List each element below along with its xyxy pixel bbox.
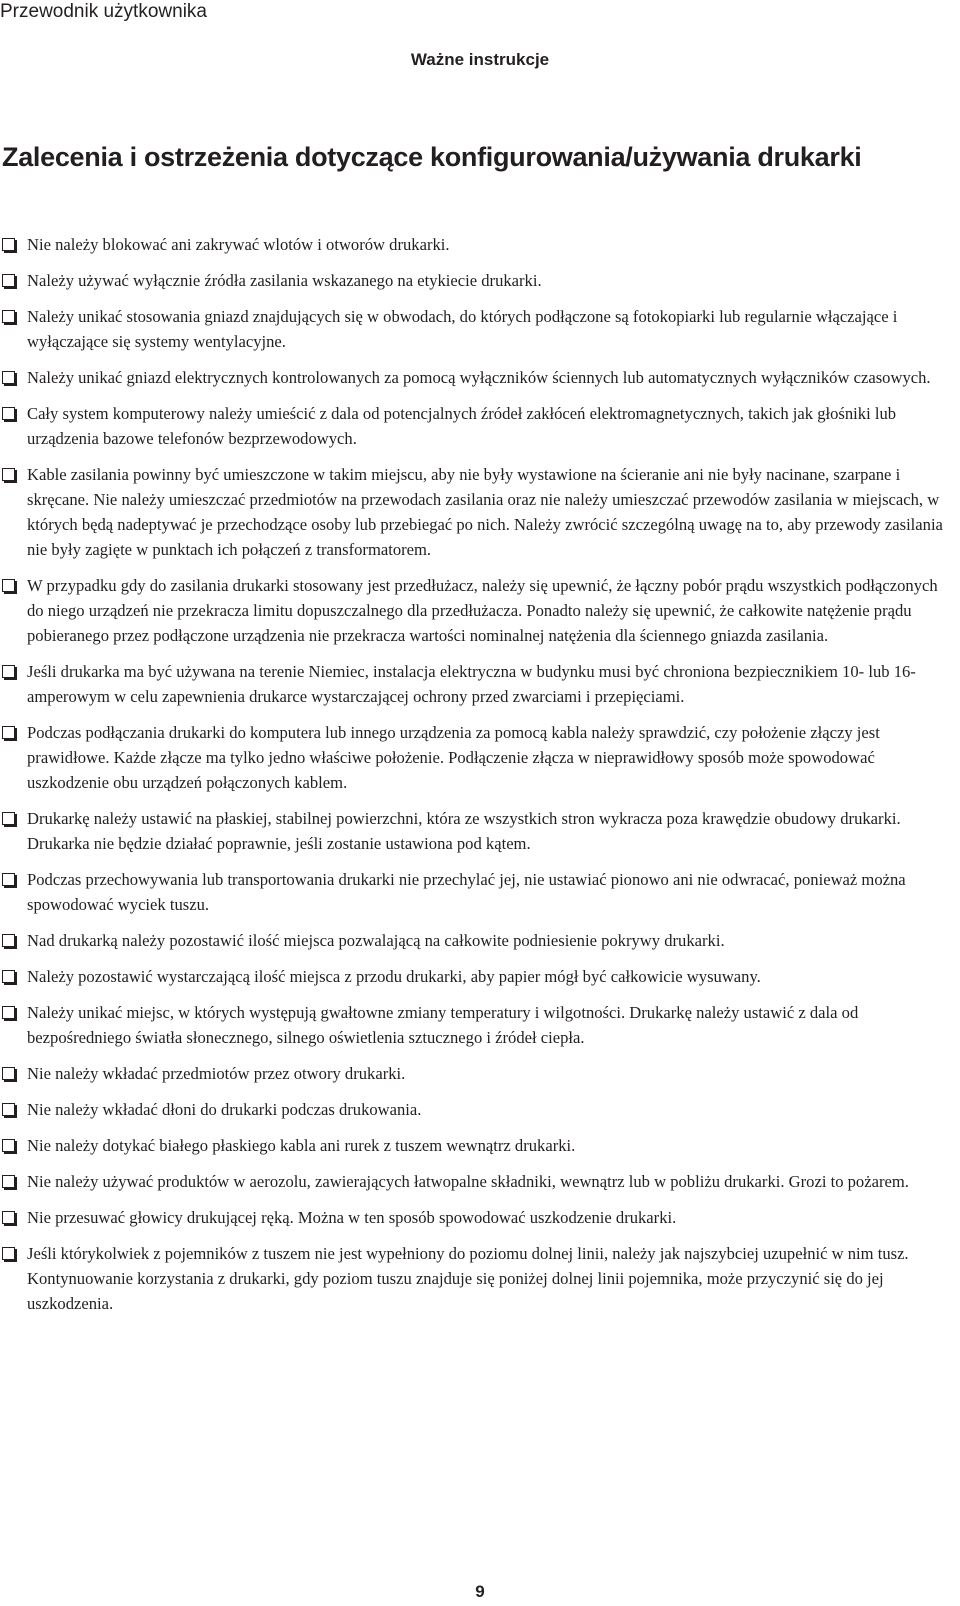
list-item	[0, 268, 960, 293]
page-title: Zalecenia i ostrzeżenia dotyczące konfigurowania/używania drukarki	[2, 142, 862, 172]
section-header: Ważne instrukcje	[410, 50, 550, 69]
list-item	[0, 806, 960, 856]
list-item-text: Nie należy dotykać białego płaskiego kabla ani rurek z tuszem wewnątrz drukarki.	[27, 1136, 576, 1155]
checkbox-bullet-icon	[2, 873, 15, 886]
running-header: Przewodnik użytkownika	[0, 1, 207, 22]
checkbox-bullet-icon	[2, 274, 15, 287]
checkbox-bullet-icon	[2, 665, 15, 678]
checkbox-bullet-icon	[2, 812, 15, 825]
list-item	[0, 232, 960, 257]
list-item-text: Nie należy wkładać przedmiotów przez otwory drukarki.	[27, 1064, 406, 1083]
list-item-text: Nie przesuwać głowicy drukującej ręką. Można w ten sposób spowodować uszkodzenie drukarki.	[27, 1208, 677, 1227]
page-number: 9	[475, 1582, 485, 1601]
list-item	[0, 1061, 960, 1086]
checkbox-bullet-icon	[2, 407, 15, 420]
checkbox-bullet-icon	[2, 1139, 15, 1152]
list-item-text: W przypadku gdy do zasilania drukarki stosowany jest przedłużacz, należy się upewnić, że łączny pobór prądu wszystkich podłączonych do niego urządzeń nie przekracza limitu dopuszczalnego dla przedłużacza. Ponadto należy się upewnić, że całkowite natężenie prądu pobieranego przez podłączone urządzenia nie przekracza wartości nominalnej natężenia dla ściennego gniazda zasilania.	[27, 576, 938, 645]
list-item-text: Należy pozostawić wystarczającą ilość miejsca z przodu drukarki, aby papier mógł być całkowicie wysuwany.	[27, 967, 761, 986]
list-item	[0, 1133, 960, 1158]
list-item	[0, 928, 960, 953]
list-item	[0, 1205, 960, 1230]
checkbox-bullet-icon	[2, 238, 15, 251]
checkbox-bullet-icon	[2, 970, 15, 983]
list-item	[0, 1241, 960, 1316]
list-item	[0, 964, 960, 989]
list-item-text: Należy używać wyłącznie źródła zasilania wskazanego na etykiecie drukarki.	[27, 271, 542, 290]
checkbox-bullet-icon	[2, 1067, 15, 1080]
list-item-text: Należy unikać miejsc, w których występują gwałtowne zmiany temperatury i wilgotności. Drukarkę należy ustawić z dala od bezpośredniego światła słonecznego, silnego oświetlenia sztucznego i źródeł ciepła.	[27, 1003, 859, 1047]
checkbox-bullet-icon	[2, 726, 15, 739]
checkbox-bullet-icon	[2, 1103, 15, 1116]
list-item	[0, 867, 960, 917]
list-item	[0, 1000, 960, 1050]
checkbox-bullet-icon	[2, 1175, 15, 1188]
list-item-text: Nie należy wkładać dłoni do drukarki podczas drukowania.	[27, 1100, 422, 1119]
list-item-text: Drukarkę należy ustawić na płaskiej, stabilnej powierzchni, która ze wszystkich stron wykracza poza krawędzie obudowy drukarki. Drukarka nie będzie działać poprawnie, jeśli zostanie ustawiona pod kątem.	[27, 809, 901, 853]
checkbox-bullet-icon	[2, 468, 15, 481]
list-item-text: Podczas podłączania drukarki do komputera lub innego urządzenia za pomocą kabla należy sprawdzić, czy położenie złączy jest prawidłowe. Każde złącze ma tylko jedno właściwe położenie. Podłączenie złącza w nieprawidłowy sposób może spowodować uszkodzenie obu urządzeń połączonych kablem.	[27, 723, 880, 792]
checkbox-bullet-icon	[2, 934, 15, 947]
list-item	[0, 401, 960, 451]
checkbox-bullet-icon	[2, 1211, 15, 1224]
list-item-text: Cały system komputerowy należy umieścić z dala od potencjalnych źródeł zakłóceń elektromagnetycznych, takich jak głośniki lub urządzenia bazowe telefonów bezprzewodowych.	[27, 404, 897, 448]
list-item	[0, 365, 960, 390]
safety-instructions-list	[0, 232, 960, 1327]
list-item	[0, 1097, 960, 1122]
list-item	[0, 1169, 960, 1194]
list-item-text: Należy unikać gniazd elektrycznych kontrolowanych za pomocą wyłączników ściennych lub automatycznych wyłączników czasowych.	[27, 368, 931, 387]
list-item	[0, 462, 960, 562]
checkbox-bullet-icon	[2, 579, 15, 592]
list-item-text: Podczas przechowywania lub transportowania drukarki nie przechylać jej, nie ustawiać pionowo ani nie odwracać, ponieważ można spowodować wyciek tuszu.	[27, 870, 906, 914]
list-item-text: Nad drukarką należy pozostawić ilość miejsca pozwalającą na całkowite podniesienie pokrywy drukarki.	[27, 931, 725, 950]
list-item-text: Jeśli drukarka ma być używana na terenie Niemiec, instalacja elektryczna w budynku musi być chroniona bezpiecznikiem 10- lub 16-amperowym w celu zapewnienia drukarce wystarczającej ochrony przed zwarciami i przepięciami.	[27, 662, 916, 706]
list-item	[0, 720, 960, 795]
checkbox-bullet-icon	[2, 371, 15, 384]
list-item	[0, 304, 960, 354]
list-item	[0, 659, 960, 709]
list-item-text: Nie należy blokować ani zakrywać wlotów i otworów drukarki.	[27, 235, 450, 254]
list-item-text: Należy unikać stosowania gniazd znajdujących się w obwodach, do których podłączone są fotokopiarki lub regularnie włączające i wyłączające się systemy wentylacyjne.	[27, 307, 898, 351]
list-item-text: Nie należy używać produktów w aerozolu, zawierających łatwopalne składniki, wewnątrz lub w pobliżu drukarki. Grozi to pożarem.	[27, 1172, 909, 1191]
list-item	[0, 573, 960, 648]
checkbox-bullet-icon	[2, 310, 15, 323]
checkbox-bullet-icon	[2, 1006, 15, 1019]
list-item-text: Kable zasilania powinny być umieszczone w takim miejscu, aby nie były wystawione na ścieranie ani nie były nacinane, szarpane i skręcane. Nie należy umieszczać przedmiotów na przewodach zasilania oraz nie należy umieszczać przewodów zasilania w miejscach, w których będą nadeptywać je przechodzące osoby lub przebiegać po nich. Należy zwrócić szczególną uwagę na to, aby przewody zasilania nie były zagięte w punktach ich połączeń z transformatorem.	[27, 465, 943, 559]
checkbox-bullet-icon	[2, 1247, 15, 1260]
list-item-text: Jeśli którykolwiek z pojemników z tuszem nie jest wypełniony do poziomu dolnej linii, należy jak najszybciej uzupełnić w nim tusz. Kontynuowanie korzystania z drukarki, gdy poziom tuszu znajduje się poniżej dolnej linii pojemnika, może przyczynić się do jej uszkodzenia.	[27, 1244, 909, 1313]
